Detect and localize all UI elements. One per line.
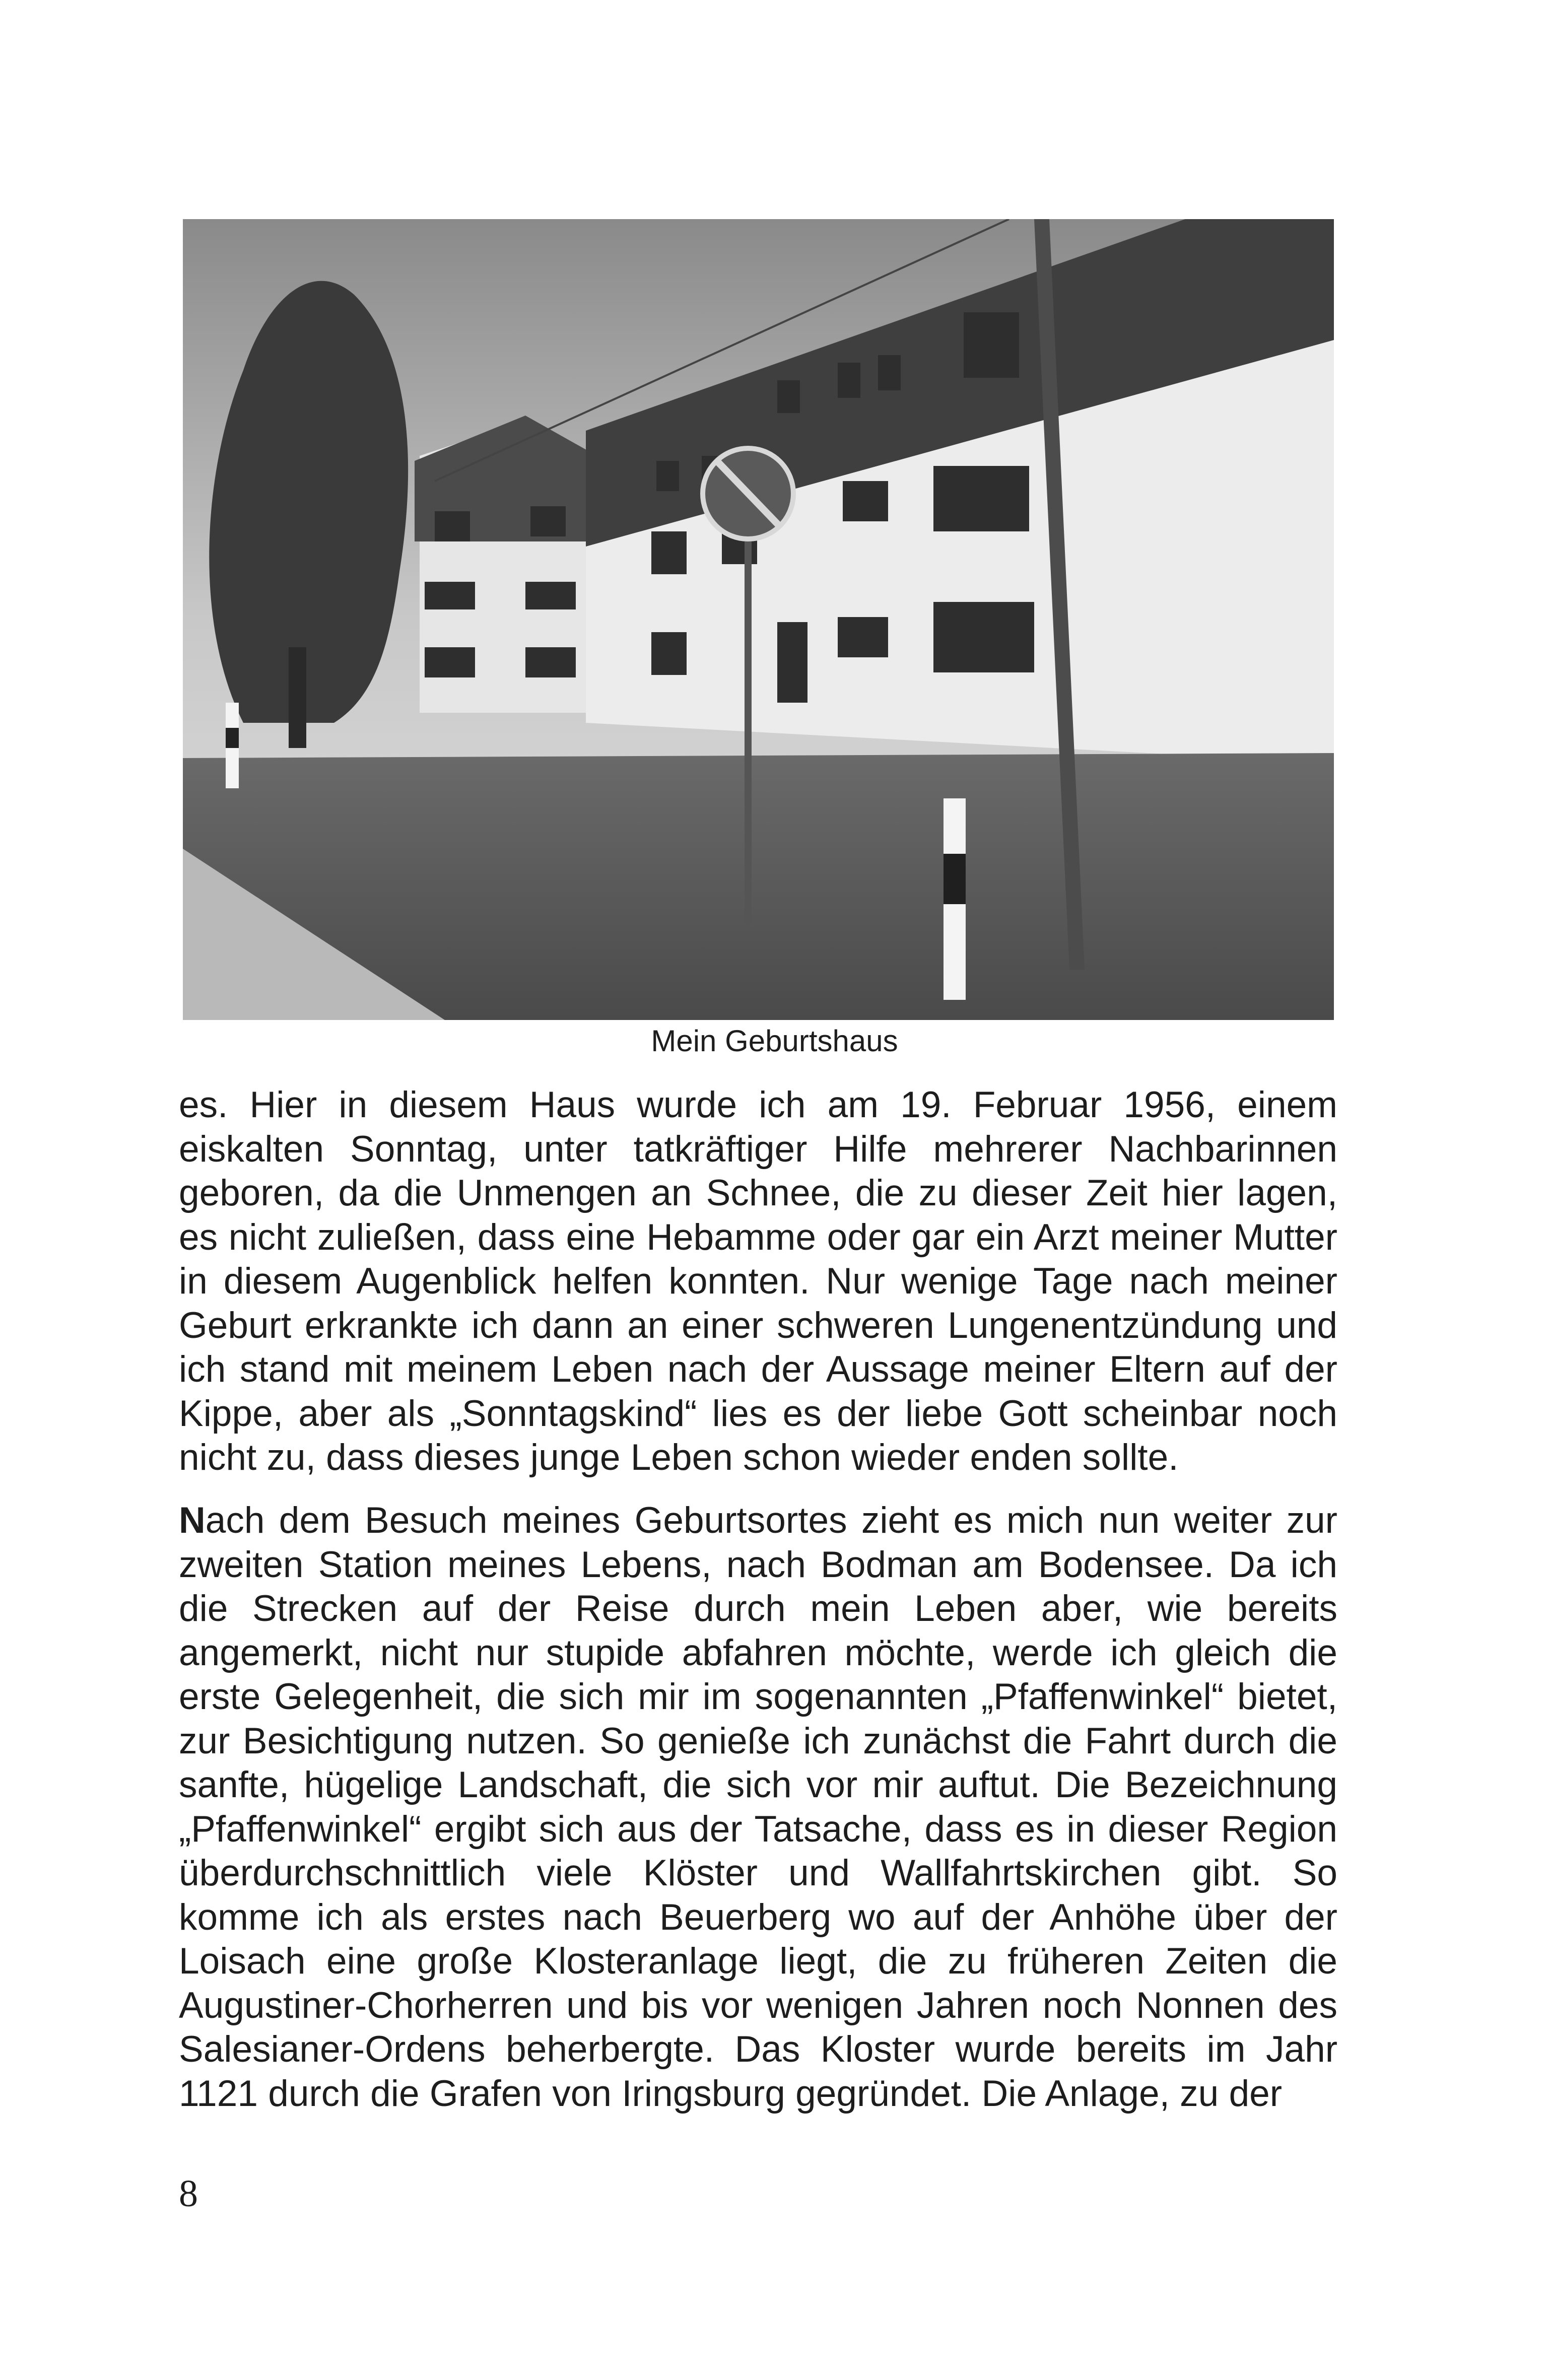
- paragraph-initial: N: [179, 1500, 206, 1541]
- paragraph-2-text: ach dem Besuch meines Geburtsortes zieht es mich nun weiter zur zweiten Station meines Lebens, nach Bodman am Bodensee. Da ich die Strecken auf der Reise durch mein Leben aber, wie bereits angemerkt, nicht nur stupide abfahren möchte, werde ich gleich die erste Gelegenheit, die sich mir im sogenannten „Pfaffenwinkel“ bietet, zur Besichtigung nutzen. So genieße ich zunächst die Fahrt durch die sanfte, hügelige Landschaft, die sich vor mir auftut. Die Bezeichnung „Pfaffenwinkel“ ergibt sich aus der Tatsache, dass es in dieser Region überdurchschnittlich viele Klöster und Wallfahrtskirchen gibt. So komme ich als erstes nach Beuerberg wo auf der Anhöhe über der Loisach eine große Klosteranlage liegt, die zu früheren Zeiten die Augustiner-Chorherren und bis vor wenigen Jahren noch Nonnen des Salesianer-Ordens beherbergte. Das Kloster wurde bereits im Jahr 1121 durch die Grafen von Iringsburg gegründet. Die Anlage, zu der: [179, 1500, 1337, 2114]
- body-paragraph-1: es. Hier in diesem Haus wurde ich am 19. Februar 1956, einem eiskalten Sonntag, unter tatkräftiger Hilfe mehrerer Nachbarinnen geboren, da die Unmengen an Schnee, die zu dieser Zeit hier lagen, es nicht zuließen, dass eine Hebamme oder gar ein Arzt meiner Mutter in diesem Augenblick helfen konnten. Nur wenige Tage nach meiner Geburt erkrankte ich dann an einer schweren Lungenentzündung und ich stand mit meinem Leben nach der Aussage meiner Eltern auf der Kippe, aber als „Sonntagskind“ lies es der liebe Gott scheinbar noch nicht zu, dass dieses junge Leben schon wieder enden sollte.: [179, 1084, 1337, 1478]
- body-paragraph-2: [179, 1499, 1337, 2116]
- page-number: 8: [179, 2172, 198, 2215]
- house-photo-icon: [183, 219, 1334, 1020]
- house-photo: [183, 219, 1334, 1020]
- photo-caption: Mein Geburtshaus: [651, 1024, 898, 1058]
